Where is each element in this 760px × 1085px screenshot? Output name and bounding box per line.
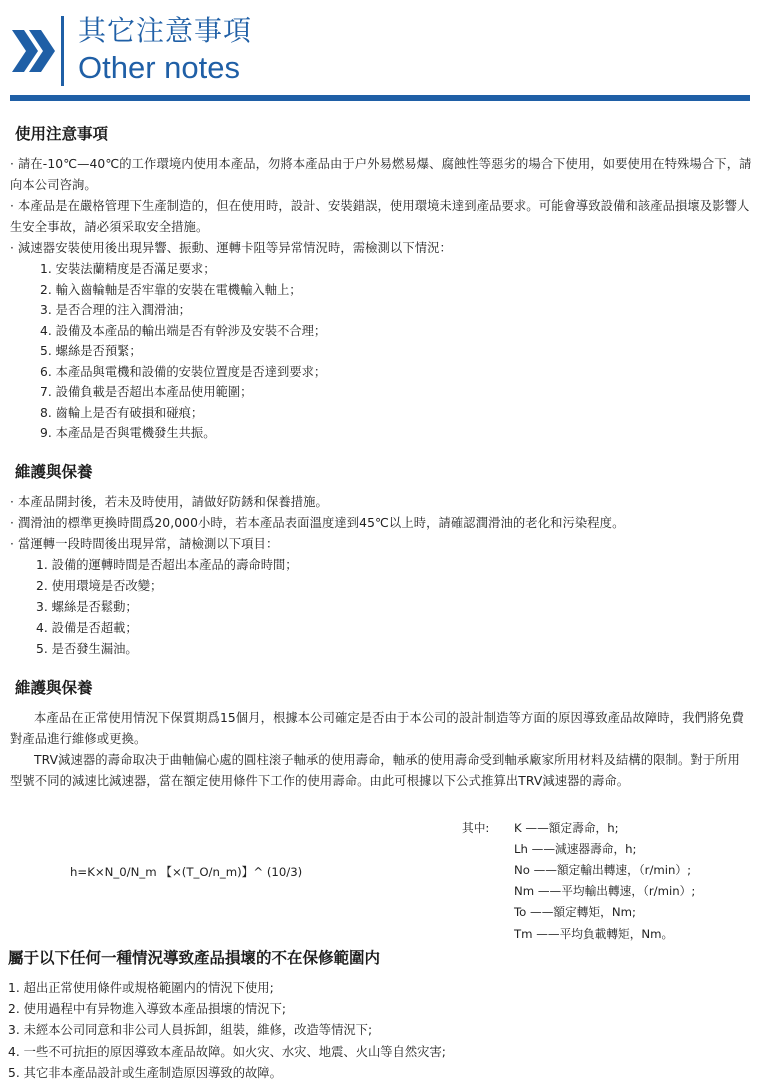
double-chevron-right-icon — [10, 26, 58, 76]
list-item: 2. 使用環境是否改變； — [36, 578, 163, 593]
page-title-chinese: 其它注意事項 — [78, 14, 253, 47]
list-item: 8. 齒輪上是否有破損和碰痕； — [40, 405, 204, 420]
where-label: 其中: — [462, 820, 490, 835]
life-formula-block — [10, 818, 752, 941]
usage-notes-section — [10, 122, 752, 444]
page-header — [0, 0, 760, 104]
paragraph: 本產品在正常使用情況下保質期爲15個月，根據本公司確定是否由于本公司的設計制造等方面的原因導致產品故障時，我們將免費對產品進行維修或更換。 — [10, 710, 745, 746]
list-item: 1. 設備的運轉時間是否超出本產品的壽命時間； — [36, 557, 298, 572]
warranty-section — [10, 676, 752, 941]
list-item: 7. 設備負載是否超出本產品使用範圍； — [40, 385, 253, 399]
paragraph: · 當運轉一段時間後出現异常，請檢測以下項目： — [10, 536, 279, 551]
paragraph: · 本產品開封後，若未及時使用，請做好防銹和保養措施。 — [10, 494, 328, 509]
list-item: 4. 設備是否超載； — [36, 620, 138, 635]
list-item: 2. 輸入齒輪軸是否牢靠的安裝在電機輸入軸上； — [40, 282, 302, 297]
list-item: 3. 未經本公司同意和非公司人員拆卸，組裝，維修，改造等情況下; — [8, 1023, 373, 1038]
list-item: 9. 本產品是否與電機發生共振。 — [40, 426, 216, 440]
variable-definition: No ——額定輸出轉速，（r/min）; — [514, 862, 692, 877]
list-item: 1. 安裝法蘭精度是否滿足要求； — [40, 262, 216, 276]
paragraph: · 請在-10℃—40℃的工作環境内使用本產品，勿將本產品由于户外易燃易爆、腐蝕性等惡劣的場合下使用，如要使用在特殊場合下，請向本公司咨詢。 — [10, 157, 752, 192]
paragraph: TRV減速器的壽命取决于曲軸偏心處的圓柱滚子軸承的使用壽命，軸承的使用壽命受到軸承廠家所用材料及結構的限制。對于所用型號不同的減速比減速器，當在額定使用條件下工作的使用壽命。由此可根據以下公式推算出TRV減速器的壽命。 — [10, 752, 740, 788]
section-heading: 維護與保養 — [15, 678, 93, 697]
page-title-english: Other notes — [78, 50, 240, 85]
list-item: 4. 一些不可抗拒的原因導致本產品故障。如火灾、水灾、地震、火山等自然灾害; — [8, 1044, 446, 1059]
header-rule — [10, 95, 750, 101]
section-heading: 屬于以下任何一種情況導致產品損壞的不在保修範圍内 — [8, 948, 381, 967]
paragraph: · 減速器安裝使用後出現异響、振動、運轉卡阻等异常情況時，需檢測以下情況： — [10, 241, 452, 255]
variable-definition: Nm ——平均輸出轉速，（r/min）; — [514, 884, 696, 899]
paragraph: · 潤滑油的標準更換時間爲20,000小時，若本產品表面溫度達到45℃以上時，請確認潤滑油的老化和污染程度。 — [10, 515, 625, 530]
variable-definition: Tm ——平均負載轉矩，Nm。 — [514, 926, 674, 941]
list-item: 2. 使用過程中有异物進入導致本產品損壞的情況下; — [8, 1001, 287, 1016]
header-divider — [61, 16, 64, 86]
variable-definition: To ——額定轉矩，Nm; — [514, 905, 636, 920]
list-item: 3. 是否合理的注入潤滑油； — [40, 303, 191, 317]
list-item: 5. 是否發生漏油。 — [36, 641, 138, 656]
maintenance-section — [10, 460, 752, 660]
list-item: 1. 超出正常使用條件或規格範圍内的情況下使用; — [8, 980, 274, 995]
list-item: 3. 螺絲是否鬆動； — [36, 599, 138, 614]
list-item: 5. 其它非本產品設計或生產制造原因導致的故障。 — [8, 1066, 282, 1081]
variable-definitions — [514, 818, 695, 945]
list-item: 4. 設備及本產品的輸出端是否有幹涉及安裝不合理； — [40, 323, 327, 338]
variable-definition: Lh ——減速器壽命，h; — [514, 841, 637, 856]
warranty-exclusions-section — [10, 946, 752, 1085]
paragraph: · 本產品是在嚴格管理下生產制造的，但在使用時，設計、安裝錯誤，使用環境未達到產品要求。可能會導致設備和該產品損壞及影響人生安全事故，請必須采取安全措施。 — [10, 199, 750, 234]
variable-definition: K ——額定壽命，h; — [514, 820, 619, 835]
list-item: 5. 螺絲是否預緊； — [40, 344, 142, 358]
section-heading: 使用注意事項 — [15, 125, 109, 143]
life-formula: h=K×N_0/N_m 【×(T_O/n_m)】^ (10/3) — [70, 864, 303, 879]
page-content — [10, 122, 752, 1085]
section-heading: 維護與保養 — [15, 462, 93, 481]
list-item: 6. 本產品與電機和設備的安裝位置度是否達到要求； — [40, 364, 327, 379]
